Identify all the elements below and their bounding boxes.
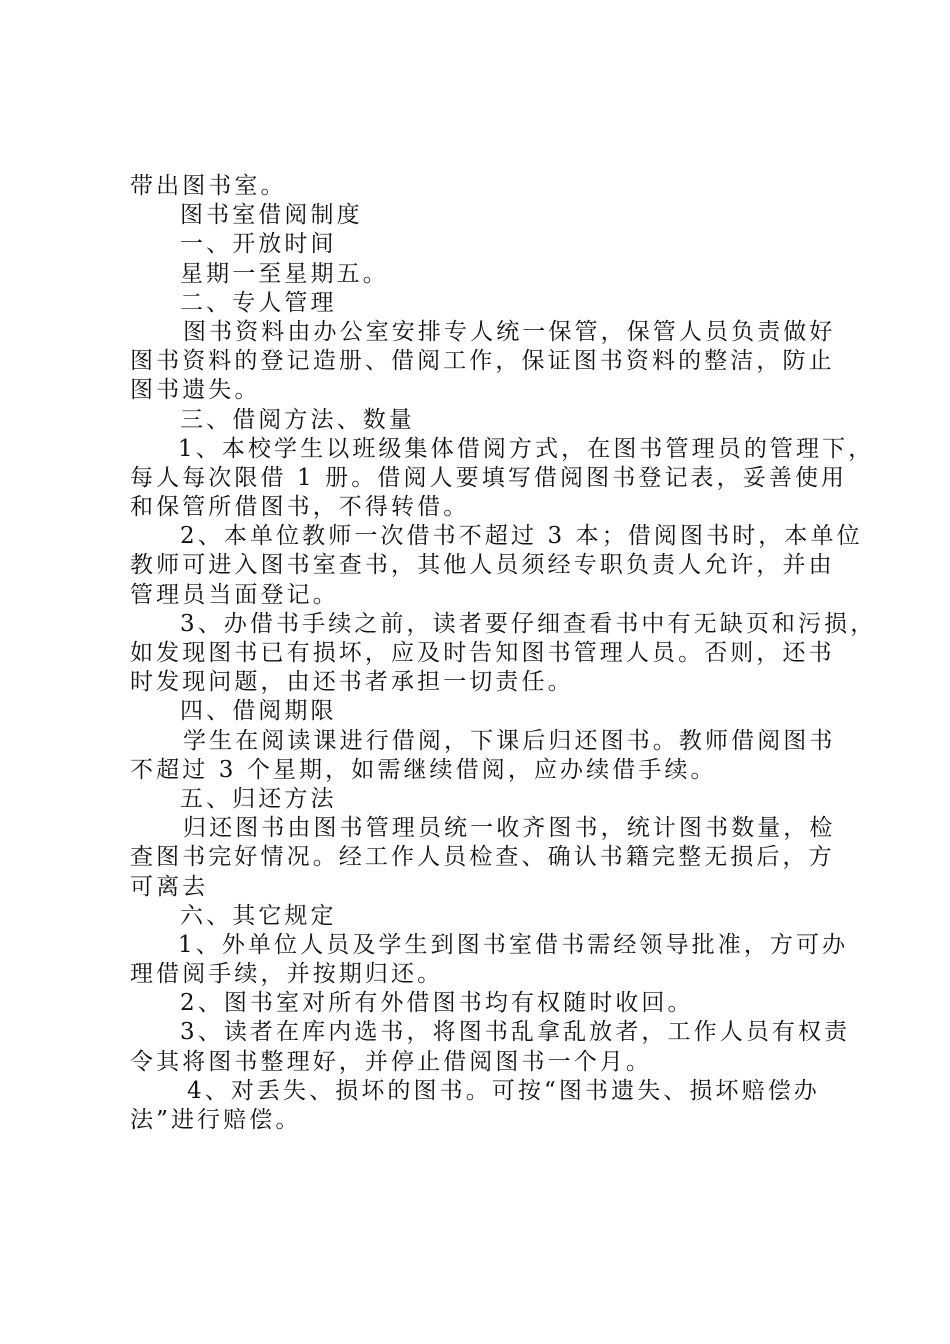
text-line: 如发现图书已有损坏，应及时告知图书管理人员。否则，还书 bbox=[130, 640, 835, 666]
section-heading: 四、借阅期限 bbox=[180, 698, 337, 725]
text-line: 图书资料的登记造册、借阅工作，保证图书资料的整洁，防止 bbox=[130, 348, 835, 375]
text-line: 星期一至星期五。 bbox=[180, 260, 389, 287]
section-heading: 三、借阅方法、数量 bbox=[180, 406, 415, 433]
text-line: 每人每次限借 1 册。借阅人要填写借阅图书登记表，妥善使用 bbox=[130, 464, 848, 491]
text-line: 带出图书室。 bbox=[130, 173, 287, 199]
section-heading: 二、专人管理 bbox=[180, 289, 337, 316]
text-line: 2、图书室对所有外借图书均有权随时收回。 bbox=[180, 990, 694, 1017]
text-line: 法”进行赔偿。 bbox=[130, 1107, 302, 1133]
text-line: 图书遗失。 bbox=[130, 377, 261, 404]
text-line: 和保管所借图书，不得转借。 bbox=[130, 494, 470, 521]
text-line: 可离去 bbox=[130, 873, 209, 900]
text-line: 2、本单位教师一次借书不超过 3 本；借阅图书时，本单位 bbox=[180, 523, 863, 550]
text-line: 不超过 3 个星期，如需继续借阅，应办续借手续。 bbox=[130, 756, 717, 783]
text-line: 令其将图书整理好，并停止借阅图书一个月。 bbox=[130, 1048, 652, 1075]
text-line: 归还图书由图书管理员统一收齐图书，统计图书数量，检 bbox=[183, 815, 836, 842]
text-line: 管理员当面登记。 bbox=[130, 581, 339, 608]
text-line: 1、本校学生以班级集体借阅方式，在图书管理员的管理下， bbox=[178, 435, 875, 462]
text-line: 3、办借书手续之前，读者要仔细查看书中有无缺页和污损， bbox=[180, 610, 877, 637]
text-line: 查图书完好情况。经工作人员检查、确认书籍完整无损后，方 bbox=[130, 844, 835, 871]
document-body bbox=[130, 172, 877, 1135]
text-line: 学生在阅读课进行借阅，下课后归还图书。教师借阅图书 bbox=[183, 727, 836, 754]
text-line: 1、外单位人员及学生到图书室借书需经领导批准，方可办 bbox=[178, 931, 849, 958]
section-heading: 五、归还方法 bbox=[180, 785, 337, 812]
text-line: 图书资料由办公室安排专人统一保管，保管人员负责做好 bbox=[183, 318, 836, 345]
text-line: 理借阅手续，并按期归还。 bbox=[130, 961, 444, 988]
text-line: 4、对丢失、损坏的图书。可按“图书遗失、损坏赔偿办 bbox=[187, 1077, 820, 1104]
text-line: 3、读者在库内选书，将图书乱拿乱放者，工作人员有权责 bbox=[180, 1019, 851, 1046]
document-title: 图书室借阅制度 bbox=[180, 202, 363, 229]
section-heading: 一、开放时间 bbox=[180, 231, 337, 258]
section-heading: 六、其它规定 bbox=[180, 902, 337, 929]
text-line: 时发现问题，由还书者承担一切责任。 bbox=[130, 669, 574, 696]
text-line: 教师可进入图书室查书，其他人员须经专职负责人允许，并由 bbox=[130, 552, 835, 579]
